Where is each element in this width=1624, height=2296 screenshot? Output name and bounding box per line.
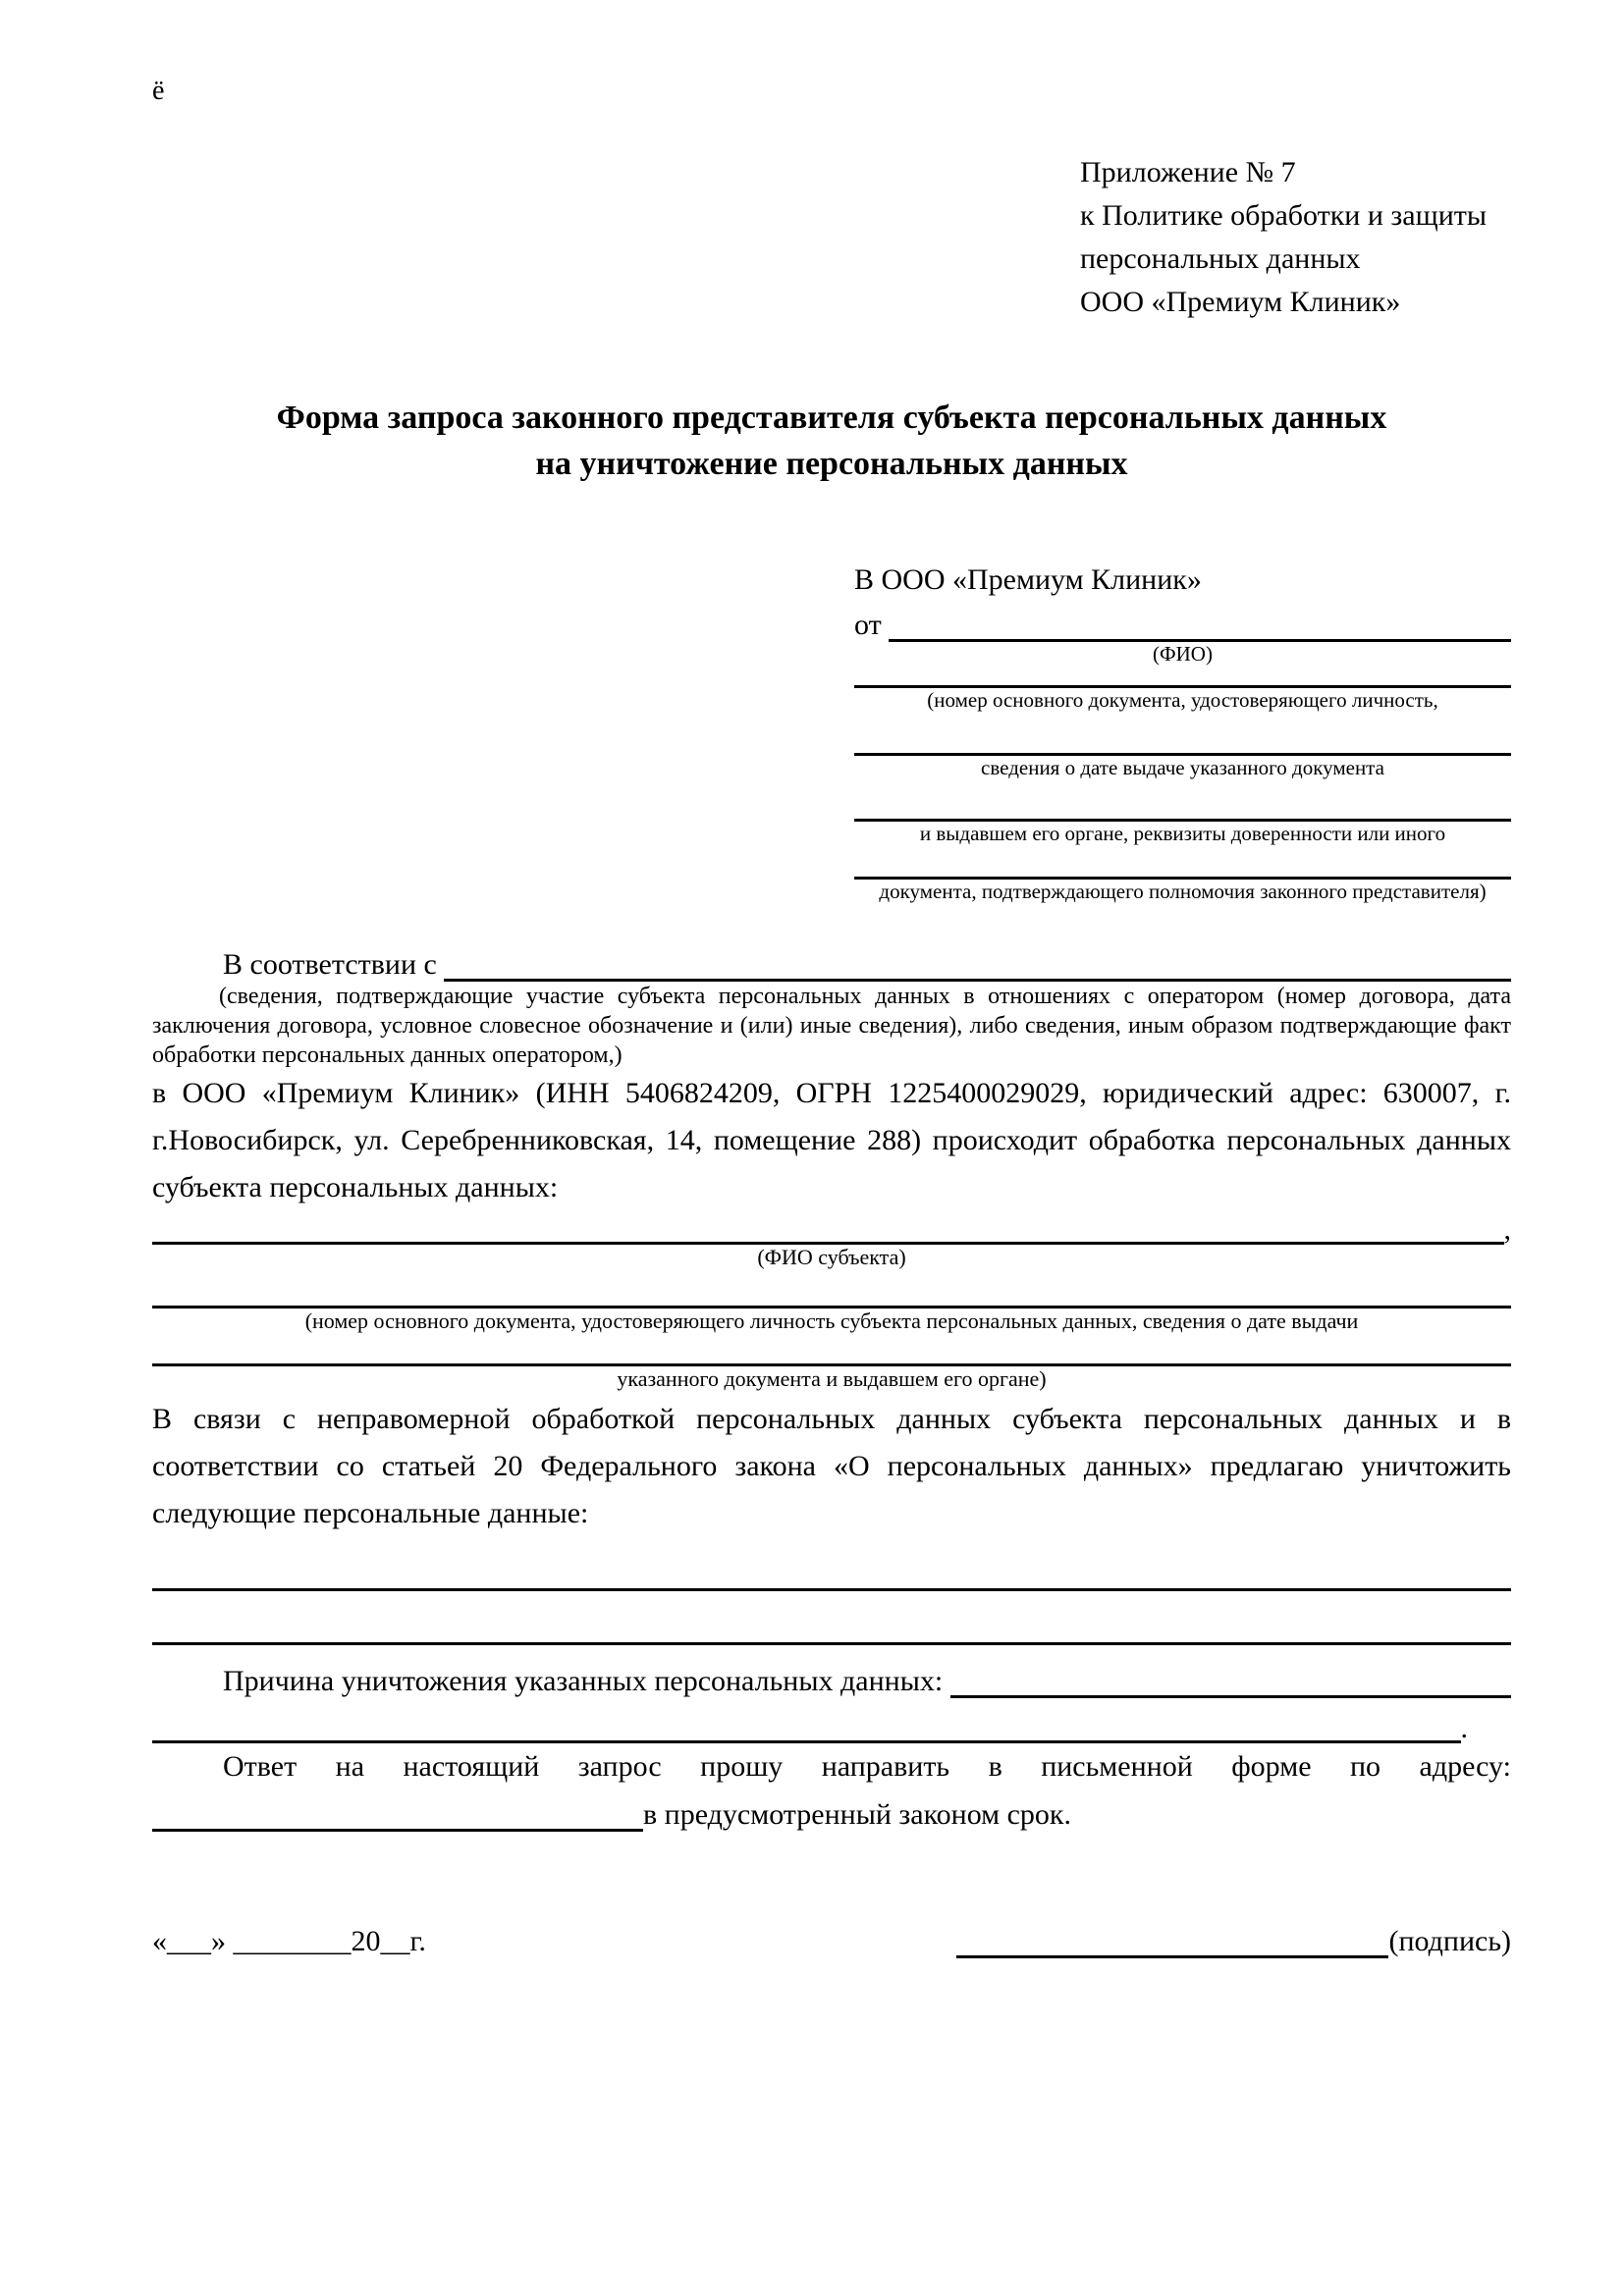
subject-doc-blank-field-1 <box>152 1270 1511 1308</box>
appendix-line: персональных данных <box>1080 242 1361 275</box>
page-title <box>152 395 1511 487</box>
appendix-block <box>1080 151 1511 324</box>
appendix-line: ООО «Премиум Клиник» <box>1080 286 1401 318</box>
accordance-note: (сведения, подтверждающие участие субъекта персональных данных в отношениях с оператором (номер договора, дата заключения договора, условное словесное обозначение и (или) иные сведения), либо сведения, иным образом подтверждающие факт обработки персональных данных оператором,) <box>152 984 1511 1068</box>
demand-paragraph: В связи с неправомерной обработкой персональных данных субъекта персональных данных и в соответствии со статьей 20 Федерального закона «О персональных данных» предлагаю уничтожить следующие персональные данные: <box>152 1403 1511 1529</box>
appendix-line: к Политике обработки и защиты <box>1080 199 1488 232</box>
reply-address-row <box>152 1790 1511 1832</box>
addressee-organization: В ООО «Премиум Клиник» <box>854 563 1202 596</box>
reason-blank-field <box>950 1695 1511 1698</box>
footer-row <box>152 1922 1511 1958</box>
date-blank-line: «___» ________20__г. <box>152 1925 426 1957</box>
data-list-blank-field-2 <box>152 1591 1511 1645</box>
page-title-line-2: на уничтожение персональных данных <box>535 446 1128 482</box>
reason-row <box>152 1653 1511 1698</box>
from-field-row <box>854 603 1511 642</box>
signature-caption: (подпись) <box>1388 1925 1511 1957</box>
reply-paragraph: Ответ на настоящий запрос прошу направить в письменной форме по адресу: <box>223 1750 1511 1783</box>
from-label: от <box>854 609 890 641</box>
doc-authority-blank-field <box>854 779 1511 822</box>
stray-char: ё <box>152 76 165 106</box>
doc-power-blank-field <box>854 845 1511 880</box>
fio-caption: (ФИО) <box>1153 642 1213 666</box>
reason-label: Причина уничтожения указанных персональных данных: <box>223 1665 950 1697</box>
doc-caption-3: и выдавшем его органе, реквизиты доверенности или иного <box>919 822 1446 845</box>
signature-group <box>956 1922 1511 1958</box>
doc-date-blank-field <box>854 712 1511 756</box>
trailing-comma: , <box>1503 1213 1511 1246</box>
doc-caption-2: сведения о дате выдаче указанного документа <box>981 756 1384 779</box>
accordance-label: В соответствии с <box>223 948 445 981</box>
doc-number-blank-field <box>854 666 1511 688</box>
subject-fio-row <box>152 1211 1511 1245</box>
reason-continuation-row <box>152 1698 1468 1743</box>
doc-caption-4: документа, подтверждающего полномочия законного представителя) <box>879 880 1487 903</box>
addressee-block <box>854 558 1511 903</box>
body-block <box>152 942 1511 1832</box>
operator-paragraph: в ООО «Премиум Клиник» (ИНН 5406824209, ОГРН 1225400029029, юридический адрес: 630007, г. г.Новосибирск, ул. Серебренниковская, 14, помещение 288) происходит обработка персональных данных субъекта персональных данных: <box>152 1077 1511 1203</box>
subject-fio-caption: (ФИО субъекта) <box>757 1245 906 1269</box>
appendix-line: Приложение № 7 <box>1080 156 1296 188</box>
subject-doc-caption-2: указанного документа и выдавшем его органе) <box>617 1366 1047 1391</box>
doc-caption-1: (номер основного документа, удостоверяющего личность, <box>927 688 1438 712</box>
reply-tail-text: в предусмотренный законом срок. <box>643 1798 1071 1831</box>
subject-doc-caption-1: (номер основного документа, удостоверяющего личность субъекта персональных данных, сведения о дате выдачи <box>304 1308 1359 1333</box>
accordance-row <box>152 942 1511 982</box>
address-blank-field <box>152 1799 643 1832</box>
page-title-line-1: Форма запроса законного представителя субъекта персональных данных <box>276 400 1387 436</box>
subject-doc-blank-field-2 <box>152 1334 1511 1366</box>
trailing-period: . <box>1460 1712 1468 1744</box>
data-list-blank-field-1 <box>152 1537 1511 1591</box>
signature-blank-field <box>956 1922 1388 1958</box>
